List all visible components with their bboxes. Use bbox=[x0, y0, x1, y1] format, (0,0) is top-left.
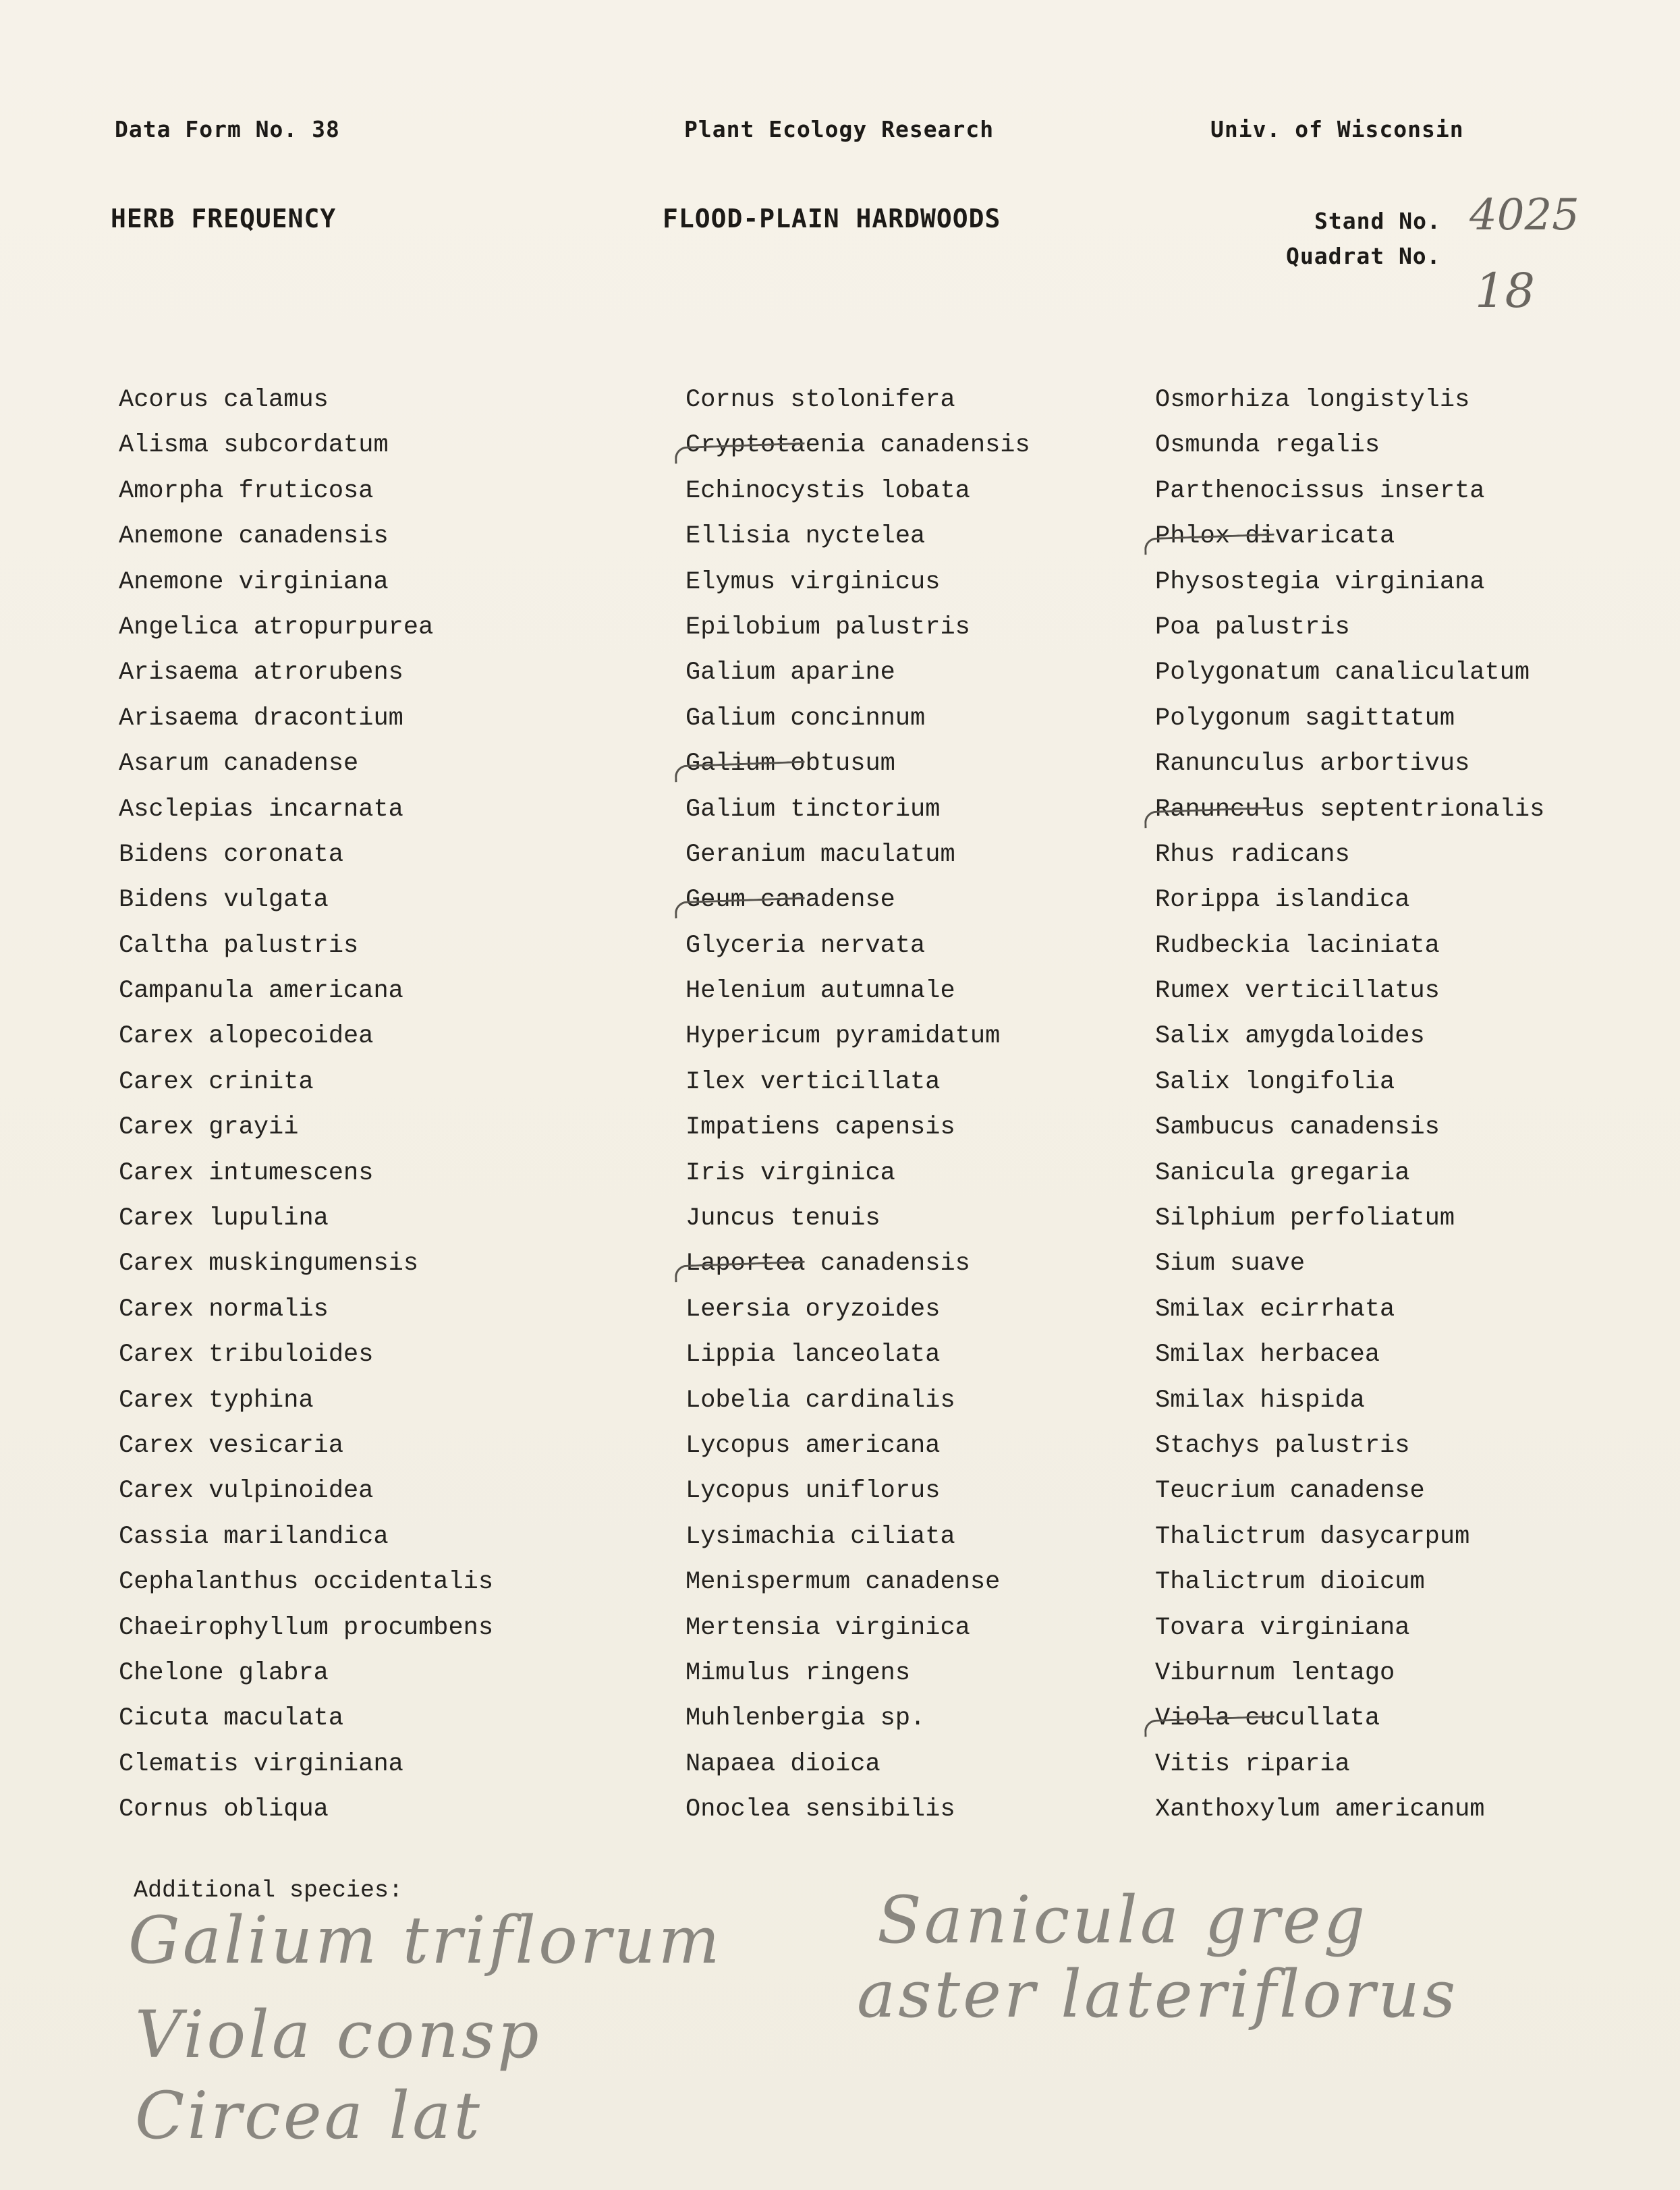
species-name: Rorippa islandica bbox=[1155, 886, 1410, 915]
species-name: Mertensia virginica bbox=[685, 1613, 970, 1642]
species-item bbox=[1155, 1424, 1544, 1469]
form-number: Data Form No. 38 bbox=[115, 116, 340, 142]
species-item bbox=[685, 1241, 1030, 1287]
form-title: HERB FREQUENCY bbox=[111, 204, 337, 233]
species-item bbox=[1155, 787, 1544, 833]
species-name: Glyceria nervata bbox=[685, 931, 926, 960]
species-item bbox=[1155, 560, 1544, 605]
species-column-2 bbox=[685, 378, 1030, 1833]
species-item bbox=[119, 1742, 493, 1787]
species-item bbox=[685, 787, 1030, 833]
species-name: Onoclea sensibilis bbox=[685, 1795, 955, 1824]
species-name: Salix longifolia bbox=[1155, 1067, 1395, 1096]
species-name: Impatiens capensis bbox=[685, 1113, 955, 1142]
species-item bbox=[119, 605, 493, 650]
species-name: Cornus obliqua bbox=[119, 1795, 329, 1824]
species-item bbox=[1155, 1014, 1544, 1059]
species-item bbox=[685, 1105, 1030, 1150]
species-item bbox=[119, 1515, 493, 1560]
species-item bbox=[685, 969, 1030, 1014]
species-item bbox=[685, 696, 1030, 741]
species-item bbox=[119, 924, 493, 969]
species-name: Epilobium palustris bbox=[685, 613, 970, 642]
species-name: Chaeirophyllum procumbens bbox=[119, 1613, 494, 1642]
species-item bbox=[119, 1287, 493, 1332]
handwritten-species: Sanicula greg bbox=[877, 1882, 1368, 1958]
species-name: Lysimachia ciliata bbox=[685, 1522, 955, 1551]
species-name: Carex normalis bbox=[119, 1295, 329, 1324]
species-item bbox=[1155, 924, 1544, 969]
species-item bbox=[119, 696, 493, 741]
species-name: Rhus radicans bbox=[1155, 840, 1350, 869]
species-item bbox=[119, 1378, 493, 1424]
species-name: Carex lupulina bbox=[119, 1204, 329, 1233]
species-item bbox=[1155, 1696, 1544, 1741]
species-name: Polygonum sagittatum bbox=[1155, 704, 1455, 733]
species-item bbox=[685, 605, 1030, 650]
species-item bbox=[685, 560, 1030, 605]
species-name: Teucrium canadense bbox=[1155, 1477, 1425, 1506]
species-item bbox=[1155, 1241, 1544, 1287]
species-item bbox=[685, 378, 1030, 423]
species-name: Asclepias incarnata bbox=[119, 795, 403, 824]
species-name: Caltha palustris bbox=[119, 931, 359, 960]
species-name: Poa palustris bbox=[1155, 613, 1350, 642]
institution-name: Univ. of Wisconsin bbox=[1210, 116, 1464, 142]
species-item bbox=[685, 1515, 1030, 1560]
species-item bbox=[1155, 1742, 1544, 1787]
species-name: Rumex verticillatus bbox=[1155, 977, 1440, 1006]
species-name: Cornus stolonifera bbox=[685, 386, 955, 414]
species-name: Galium concinnum bbox=[685, 704, 926, 733]
species-name: Viburnum lentago bbox=[1155, 1658, 1395, 1687]
species-item bbox=[1155, 1515, 1544, 1560]
species-name: Carex intumescens bbox=[119, 1158, 374, 1187]
species-item bbox=[1155, 605, 1544, 650]
species-item bbox=[119, 1424, 493, 1469]
handwritten-species: Viola consp bbox=[135, 1997, 542, 2073]
species-name: Lippia lanceolata bbox=[685, 1341, 941, 1370]
species-name: Rudbeckia laciniata bbox=[1155, 931, 1440, 960]
species-name: Cryptotaenia canadensis bbox=[685, 431, 1030, 460]
species-item bbox=[685, 1469, 1030, 1514]
species-name: Carex crinita bbox=[119, 1067, 314, 1096]
species-item bbox=[119, 1241, 493, 1287]
species-name: Thalictrum dioicum bbox=[1155, 1568, 1425, 1597]
species-column-1 bbox=[119, 378, 493, 1833]
species-item bbox=[685, 1287, 1030, 1332]
quadrat-value: 18 bbox=[1475, 263, 1536, 318]
species-name: Viola cucullata bbox=[1155, 1704, 1380, 1733]
species-name: Asarum canadense bbox=[119, 750, 359, 779]
species-item bbox=[685, 1378, 1030, 1424]
species-name: Anemone virginiana bbox=[119, 567, 389, 596]
stand-label: Stand No. bbox=[1314, 208, 1441, 234]
species-name: Cephalanthus occidentalis bbox=[119, 1568, 494, 1597]
species-item bbox=[119, 650, 493, 696]
species-name: Polygonatum canaliculatum bbox=[1155, 658, 1530, 687]
species-item bbox=[685, 650, 1030, 696]
quadrat-label: Quadrat No. bbox=[1286, 243, 1441, 269]
species-item bbox=[1155, 1651, 1544, 1696]
species-name: Hypericum pyramidatum bbox=[685, 1022, 1001, 1051]
handwritten-species: aster lateriflorus bbox=[857, 1957, 1459, 2032]
species-item bbox=[685, 1014, 1030, 1059]
species-name: Vitis riparia bbox=[1155, 1749, 1350, 1778]
species-item bbox=[685, 1151, 1030, 1196]
species-item bbox=[1155, 1469, 1544, 1514]
species-item bbox=[119, 1105, 493, 1150]
species-name: Lycopus uniflorus bbox=[685, 1477, 941, 1506]
species-item bbox=[119, 1787, 493, 1832]
species-name: Galium tinctorium bbox=[685, 795, 941, 824]
species-name: Leersia oryzoides bbox=[685, 1295, 941, 1324]
species-name: Arisaema atrorubens bbox=[119, 658, 403, 687]
species-item bbox=[119, 1332, 493, 1378]
species-item bbox=[1155, 1378, 1544, 1424]
species-name: Stachys palustris bbox=[1155, 1431, 1410, 1460]
species-name: Smilax herbacea bbox=[1155, 1341, 1380, 1370]
species-item bbox=[1155, 423, 1544, 468]
species-item bbox=[119, 1606, 493, 1651]
species-name: Angelica atropurpurea bbox=[119, 613, 434, 642]
species-name: Sium suave bbox=[1155, 1250, 1306, 1279]
species-name: Bidens coronata bbox=[119, 840, 344, 869]
species-item bbox=[1155, 1105, 1544, 1150]
species-name: Lobelia cardinalis bbox=[685, 1386, 955, 1415]
species-item bbox=[1155, 1560, 1544, 1605]
species-item bbox=[685, 1424, 1030, 1469]
species-name: Sanicula gregaria bbox=[1155, 1158, 1410, 1187]
species-item bbox=[1155, 741, 1544, 787]
species-name: Elymus virginicus bbox=[685, 567, 941, 596]
species-item bbox=[119, 1196, 493, 1241]
species-item bbox=[685, 1560, 1030, 1605]
species-item bbox=[1155, 650, 1544, 696]
species-item bbox=[119, 1060, 493, 1105]
species-name: Osmorhiza longistylis bbox=[1155, 386, 1470, 414]
species-name: Arisaema dracontium bbox=[119, 704, 403, 733]
stand-value: 4025 bbox=[1469, 190, 1579, 240]
species-item bbox=[1155, 1787, 1544, 1832]
handwritten-species: Galium triflorum bbox=[128, 1903, 723, 1978]
species-item bbox=[1155, 696, 1544, 741]
species-item bbox=[1155, 1332, 1544, 1378]
species-item bbox=[685, 1787, 1030, 1832]
additional-species-label: Additional species: bbox=[134, 1877, 403, 1904]
species-name: Helenium autumnale bbox=[685, 977, 955, 1006]
species-item bbox=[685, 1696, 1030, 1741]
species-item bbox=[119, 1560, 493, 1605]
species-name: Muhlenbergia sp. bbox=[685, 1704, 926, 1733]
species-name: Bidens vulgata bbox=[119, 886, 329, 915]
species-name: Parthenocissus inserta bbox=[1155, 476, 1485, 505]
species-item bbox=[1155, 378, 1544, 423]
species-item bbox=[685, 1651, 1030, 1696]
handwritten-species: Circea lat bbox=[135, 2078, 482, 2154]
species-item bbox=[685, 1332, 1030, 1378]
species-name: Lycopus americana bbox=[685, 1431, 941, 1460]
species-item bbox=[685, 741, 1030, 787]
species-name: Carex tribuloides bbox=[119, 1341, 374, 1370]
species-item bbox=[119, 560, 493, 605]
species-name: Carex alopecoidea bbox=[119, 1022, 374, 1051]
species-name: Ranunculus arbortivus bbox=[1155, 750, 1470, 779]
species-name: Menispermum canadense bbox=[685, 1568, 1001, 1597]
species-name: Carex typhina bbox=[119, 1386, 314, 1415]
species-item bbox=[119, 833, 493, 878]
species-item bbox=[119, 1696, 493, 1741]
species-name: Mimulus ringens bbox=[685, 1658, 911, 1687]
species-item bbox=[1155, 969, 1544, 1014]
species-item bbox=[119, 878, 493, 923]
species-item bbox=[119, 514, 493, 559]
species-name: Carex muskingumensis bbox=[119, 1250, 419, 1279]
species-name: Phlox divaricata bbox=[1155, 522, 1395, 551]
species-item bbox=[1155, 878, 1544, 923]
species-item bbox=[685, 469, 1030, 514]
species-item bbox=[685, 1196, 1030, 1241]
species-item bbox=[119, 1014, 493, 1059]
species-item bbox=[1155, 1606, 1544, 1651]
species-item bbox=[119, 969, 493, 1014]
species-name: Laportea canadensis bbox=[685, 1250, 970, 1279]
species-item bbox=[1155, 1196, 1544, 1241]
species-name: Chelone glabra bbox=[119, 1658, 329, 1687]
species-item bbox=[685, 1742, 1030, 1787]
species-item bbox=[1155, 1151, 1544, 1196]
species-name: Smilax hispida bbox=[1155, 1386, 1365, 1415]
species-name: Cicuta maculata bbox=[119, 1704, 344, 1733]
species-name: Galium aparine bbox=[685, 658, 895, 687]
species-item bbox=[119, 1151, 493, 1196]
species-name: Alisma subcordatum bbox=[119, 431, 389, 460]
species-item bbox=[685, 1060, 1030, 1105]
species-name: Physostegia virginiana bbox=[1155, 567, 1485, 596]
species-item bbox=[119, 469, 493, 514]
species-name: Juncus tenuis bbox=[685, 1204, 880, 1233]
species-item bbox=[119, 1651, 493, 1696]
species-name: Carex vesicaria bbox=[119, 1431, 344, 1460]
program-name: Plant Ecology Research bbox=[684, 116, 995, 142]
species-name: Silphium perfoliatum bbox=[1155, 1204, 1455, 1233]
community-title: FLOOD-PLAIN HARDWOODS bbox=[663, 204, 1001, 233]
species-item bbox=[1155, 514, 1544, 559]
species-name: Anemone canadensis bbox=[119, 522, 389, 551]
species-item bbox=[119, 741, 493, 787]
species-column-3 bbox=[1155, 378, 1544, 1833]
species-name: Geum canadense bbox=[685, 886, 895, 915]
species-item bbox=[1155, 833, 1544, 878]
species-name: Campanula americana bbox=[119, 977, 403, 1006]
species-item bbox=[1155, 469, 1544, 514]
species-name: Salix amygdaloides bbox=[1155, 1022, 1425, 1051]
species-item bbox=[685, 423, 1030, 468]
species-item bbox=[119, 423, 493, 468]
species-name: Acorus calamus bbox=[119, 386, 329, 414]
species-item bbox=[685, 833, 1030, 878]
species-item bbox=[685, 924, 1030, 969]
species-name: Echinocystis lobata bbox=[685, 476, 970, 505]
species-name: Osmunda regalis bbox=[1155, 431, 1380, 460]
species-item bbox=[1155, 1287, 1544, 1332]
species-item bbox=[685, 878, 1030, 923]
species-name: Xanthoxylum americanum bbox=[1155, 1795, 1485, 1824]
species-name: Galium obtusum bbox=[685, 750, 895, 779]
species-name: Clematis virginiana bbox=[119, 1749, 403, 1778]
species-name: Carex grayii bbox=[119, 1113, 299, 1142]
species-item bbox=[685, 1606, 1030, 1651]
species-name: Thalictrum dasycarpum bbox=[1155, 1522, 1470, 1551]
species-item bbox=[685, 514, 1030, 559]
species-item bbox=[1155, 1060, 1544, 1105]
species-name: Ilex verticillata bbox=[685, 1067, 941, 1096]
species-name: Iris virginica bbox=[685, 1158, 895, 1187]
species-name: Ranunculus septentrionalis bbox=[1155, 795, 1545, 824]
species-name: Smilax ecirrhata bbox=[1155, 1295, 1395, 1324]
species-name: Carex vulpinoidea bbox=[119, 1477, 374, 1506]
species-name: Cassia marilandica bbox=[119, 1522, 389, 1551]
species-item bbox=[119, 787, 493, 833]
species-name: Geranium maculatum bbox=[685, 840, 955, 869]
species-name: Amorpha fruticosa bbox=[119, 476, 374, 505]
species-name: Napaea dioica bbox=[685, 1749, 880, 1778]
species-item bbox=[119, 1469, 493, 1514]
species-name: Sambucus canadensis bbox=[1155, 1113, 1440, 1142]
species-name: Tovara virginiana bbox=[1155, 1613, 1410, 1642]
species-item bbox=[119, 378, 493, 423]
species-name: Ellisia nyctelea bbox=[685, 522, 926, 551]
